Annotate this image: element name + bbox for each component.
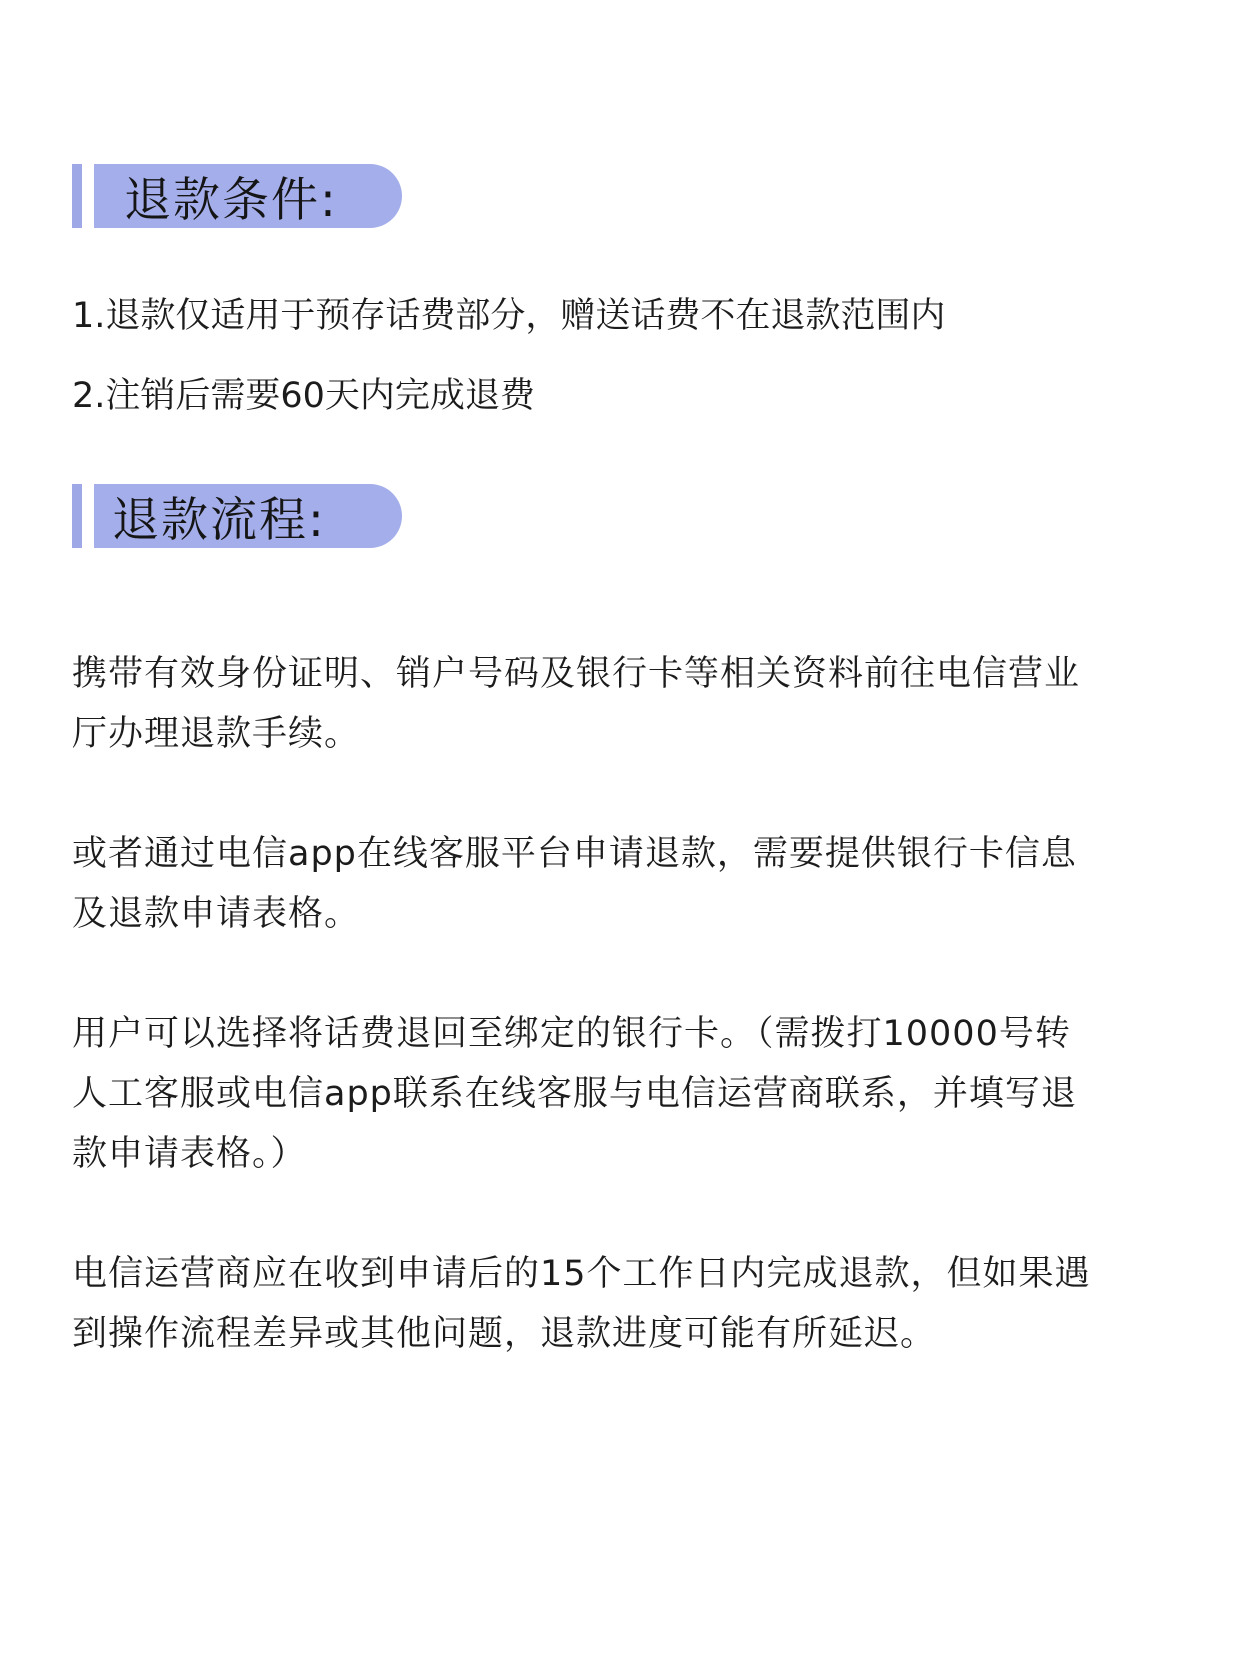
header-accent-bar <box>72 484 82 548</box>
list-item: 2.注销后需要60天内完成退费 <box>72 376 535 416</box>
header-accent-bar <box>72 164 82 228</box>
paragraph: 携带有效身份证明、销户号码及银行卡等相关资料前往电信营业厅办理退款手续。 <box>72 654 1081 754</box>
section-title: 退款条件: <box>94 164 402 228</box>
section-title: 退款流程: <box>94 484 402 548</box>
paragraph: 用户可以选择将话费退回至绑定的银行卡。（需拨打10000号转人工客服或电信app联系在线客服与电信运营商联系，并填写退款申请表格。） <box>72 1014 1077 1174</box>
refund-conditions-list <box>72 276 1172 436</box>
list-item: 1.退款仅适用于预存话费部分，赠送话费不在退款范围内 <box>72 296 946 336</box>
paragraph: 电信运营商应在收到申请后的15个工作日内完成退款，但如果遇到操作流程差异或其他问题，退款进度可能有所延迟。 <box>72 1254 1091 1354</box>
section-header-refund-process <box>72 484 402 548</box>
section-header-refund-conditions <box>72 164 402 228</box>
paragraph: 或者通过电信app在线客服平台申请退款，需要提供银行卡信息及退款申请表格。 <box>72 834 1077 934</box>
